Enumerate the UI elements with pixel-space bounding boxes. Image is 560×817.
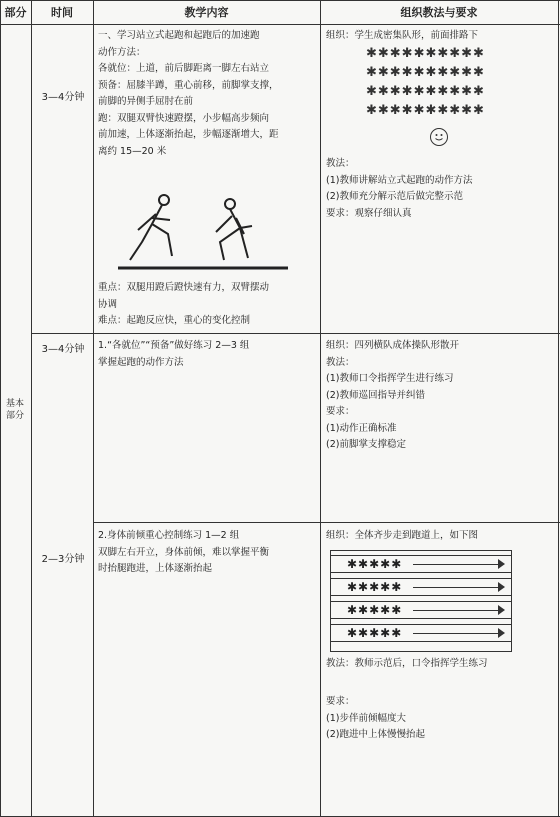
section1-divider [31, 333, 560, 334]
section1-org: 组织：学生成密集队形，前面排路下 [326, 30, 479, 41]
header-method: 组织教法与要求 [400, 6, 478, 19]
lane-row-1-students: ✱✱✱✱✱ [347, 557, 403, 571]
section3-requirements: 要求： (1)步伴前倾幅度大 (2)跑进中上体慢慢抬起 [326, 696, 425, 740]
header-content: 教学内容 [184, 6, 229, 19]
column-divider-part [31, 0, 32, 817]
section1-content: 一、学习站立式起跑和起跑后的加速跑 动作方法： 各就位：上道，前后脚距离一脚左右站立 预备：屈膝半蹲，重心前移，前脚掌支撑， 前脚的异侧手屈肘在前 跑：双腿双臂快速蹬摆，小步幅高步频向 前加速，上体逐渐抬起，步幅逐渐增大，距 离约 15—20 米 [98, 30, 279, 157]
section3-content: 2.身体前倾重心控制练习 1—2 组 双脚左右开立，身体前倾，难以掌握平衡 时抬腿跑进，上体逐渐抬起 [98, 530, 270, 574]
lane-row-3-students: ✱✱✱✱✱ [347, 603, 403, 617]
part-label: 基本部分 [5, 399, 24, 421]
sprint-start-illustration [112, 192, 292, 276]
formation-row-1: ✱✱✱✱✱✱✱✱✱✱ [366, 46, 485, 61]
runner-figure-2 [216, 199, 252, 260]
table-border-right [558, 0, 559, 817]
section2-method: 组织：四列横队成体操队形散开 教法： (1)教师口令指挥学生进行练习 (2)教师巡回指导并纠错 要求： (1)动作正确标准 (2)前脚掌支撑稳定 [326, 340, 460, 450]
column-divider-time [93, 0, 94, 817]
lane-row-4-arrow [413, 633, 501, 634]
lane-row-1 [330, 555, 512, 573]
formation-row-4: ✱✱✱✱✱✱✱✱✱✱ [366, 103, 485, 118]
header-time: 时间 [51, 6, 73, 19]
section1-key-points: 重点：双腿用蹬后蹬快速有力，双臂摆动 协调 难点：起跑反应快，重心的变化控制 [98, 282, 270, 326]
lane-row-2 [330, 578, 512, 596]
column-divider-content [320, 0, 321, 817]
formation-row-3: ✱✱✱✱✱✱✱✱✱✱ [366, 84, 485, 99]
section1-method: 教法： (1)教师讲解站立式起跑的动作方法 (2)教师充分解示范后做完整示范 要求：观察仔细认真 [326, 158, 473, 219]
lane-row-4 [330, 624, 512, 642]
section2-divider [93, 522, 560, 523]
lane-row-2-arrow [413, 587, 501, 588]
header-divider [0, 24, 560, 25]
formation-row-2: ✱✱✱✱✱✱✱✱✱✱ [366, 65, 485, 80]
section2-time: 3—4分钟 [41, 344, 85, 355]
lane-row-3-arrow [413, 610, 501, 611]
lane-row-3 [330, 601, 512, 619]
section2-content: 1.“各就位”“预备”做好练习 2—3 组 掌握起跑的动作方法 [98, 340, 250, 368]
section3-time: 2—3分钟 [41, 554, 85, 565]
lane-row-1-arrow [413, 564, 501, 565]
header-part: 部分 [4, 6, 27, 19]
runner-figure-1 [130, 195, 172, 260]
lane-row-4-students: ✱✱✱✱✱ [347, 626, 403, 640]
table-border-left [0, 0, 1, 817]
lane-row-2-students: ✱✱✱✱✱ [347, 580, 403, 594]
section3-org: 组织：全体齐步走到跑道上，如下图 [326, 530, 479, 541]
teacher-smiley-icon [430, 128, 448, 146]
section3-method: 教法：教师示范后，口令指挥学生练习 [326, 658, 488, 669]
section1-time: 3—4分钟 [41, 92, 85, 103]
